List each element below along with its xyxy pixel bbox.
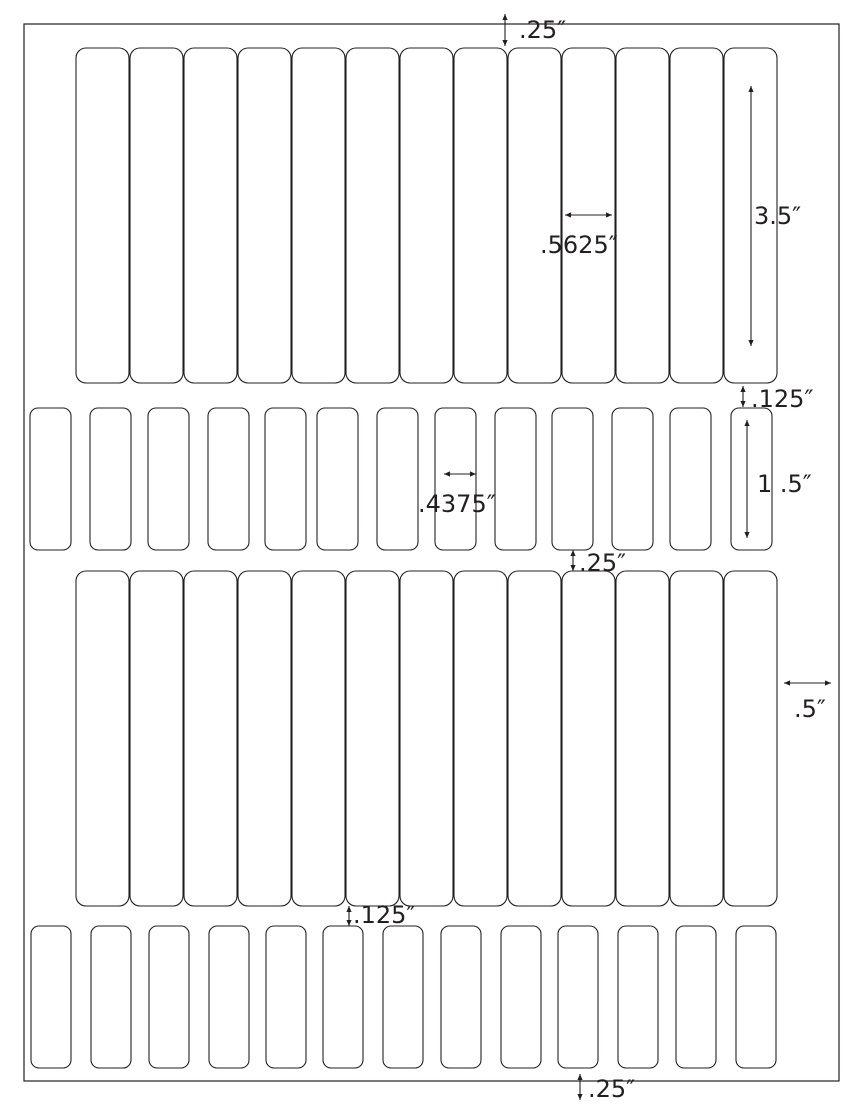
short-label (91, 926, 131, 1068)
short-label (30, 408, 71, 550)
tall-label (346, 571, 399, 906)
short-label (31, 926, 71, 1068)
short-label (618, 926, 658, 1068)
tall-label (616, 48, 669, 383)
dim-short-label-width: .4375″ (418, 490, 496, 518)
tall-label (76, 571, 129, 906)
tall-label (616, 571, 669, 906)
short-label (676, 926, 716, 1068)
tall-label (184, 48, 237, 383)
short-label (552, 408, 593, 550)
tall-label (238, 571, 291, 906)
short-label (501, 926, 541, 1068)
short-label (266, 926, 306, 1068)
tall-label (454, 48, 507, 383)
dim-gap-below-tall: .125″ (751, 385, 814, 413)
tall-label (670, 571, 723, 906)
tall-label (130, 571, 183, 906)
short-label (670, 408, 711, 550)
tall-label (508, 48, 561, 383)
tall-label (400, 571, 453, 906)
short-label (383, 926, 423, 1068)
tall-label (724, 571, 777, 906)
short-label (435, 408, 476, 550)
tall-label (454, 571, 507, 906)
tall-label (400, 48, 453, 383)
tall-label (670, 48, 723, 383)
dim-top-margin: .25″ (519, 16, 567, 44)
dim-tall-label-height: 3.5″ (754, 202, 802, 230)
arrowhead (502, 14, 507, 20)
tall-label (292, 571, 345, 906)
dim-tall-label-width: .5625″ (540, 231, 618, 259)
short-label (209, 926, 249, 1068)
short-label (558, 926, 598, 1068)
tall-label (346, 48, 399, 383)
short-label (265, 408, 306, 550)
short-label (149, 926, 189, 1068)
short-label (90, 408, 131, 550)
short-label (612, 408, 653, 550)
short-label (495, 408, 536, 550)
tall-label (130, 48, 183, 383)
dim-side-margin: .5″ (794, 695, 826, 723)
dim-gap-below-short: .25″ (579, 549, 627, 577)
short-label (148, 408, 189, 550)
tall-label (238, 48, 291, 383)
tall-label (76, 48, 129, 383)
dim-bottom-margin: .25″ (588, 1075, 636, 1103)
tall-label (508, 571, 561, 906)
short-label (377, 408, 418, 550)
arrowhead (577, 1094, 582, 1100)
short-label (323, 926, 363, 1068)
short-label (317, 408, 358, 550)
dim-gap-between-rows: .125″ (353, 901, 416, 929)
short-label (736, 926, 776, 1068)
dim-short-label-height: 1 .5″ (757, 470, 812, 498)
tall-label (184, 571, 237, 906)
short-label (441, 926, 481, 1068)
short-label (208, 408, 249, 550)
tall-label (292, 48, 345, 383)
tall-label (562, 571, 615, 906)
